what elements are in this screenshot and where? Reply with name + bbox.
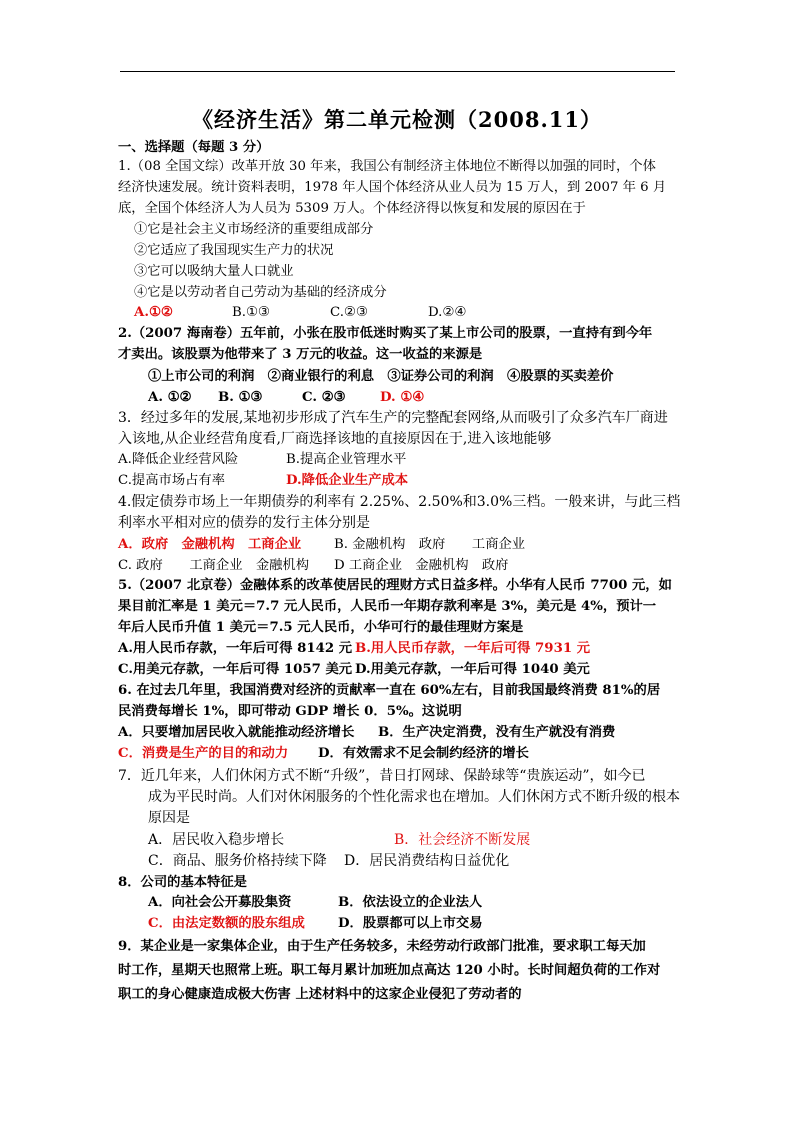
q6-option-c: C．消费是生产的目的和动力 xyxy=(118,746,289,761)
q2-option-d: D. ①④ xyxy=(380,390,425,405)
q3-option-d: D.降低企业生产成本 xyxy=(286,473,409,488)
q8-option-a: A．向社会公开募股集资 xyxy=(148,895,292,910)
q4-option-b: B. 金融机构 政府 工商企业 xyxy=(334,537,526,552)
q1-stem-line-3: 底，全国个体经济人为人员为 5309 万人。个体经济得以恢复和发展的原因在于 xyxy=(118,201,586,216)
q2-stem-line-2: 才卖出。该股票为他带来了 3 万元的收益。这一收益的来源是 xyxy=(118,347,483,362)
q1-stem-line-1: 1.（08 全国文综）改革开放 30 年来，我国公有制经济主体地位不断得以加强的同时，个体 xyxy=(118,159,656,174)
q3-option-a: A.降低企业经营风险 xyxy=(118,452,239,467)
header-rule xyxy=(120,71,675,72)
q1-statement-1: ①它是社会主义市场经济的重要组成部分 xyxy=(134,222,374,237)
q4-stem-line-2: 利率水平相对应的债券的发行主体分别是 xyxy=(118,515,370,531)
q2-stem-line-1: 2.（2007 海南卷）五年前，小张在股市低迷时购买了某上市公司的股票，一直持有到今年 xyxy=(118,326,653,341)
q7-option-a: A．居民收入稳步增长 xyxy=(148,832,285,848)
q1-stem-line-2: 经济快速发展。统计资料表明，1978 年人国个体经济从业人员为 15 万人，到 2007 年 6 月 xyxy=(118,180,667,195)
q9-stem-line-1: 9．某企业是一家集体企业，由于生产任务较多，未经劳动行政部门批准，要求职工每天加 xyxy=(118,939,646,954)
q8-option-d: D．股票都可以上市交易 xyxy=(338,916,483,931)
q3-stem-line-1: 3．经过多年的发展,某地初步形成了汽车生产的完整配套网络,从而吸引了众多汽车厂商进 xyxy=(118,410,668,426)
q4-option-d: D 工商企业 金融机构 政府 xyxy=(334,558,509,573)
q4-option-a: A．政府 金融机构 工商企业 xyxy=(118,537,302,552)
q8-stem: 8．公司的基本特征是 xyxy=(118,875,247,890)
q6-option-d: D．有效需求不足会制约经济的增长 xyxy=(318,746,529,761)
q5-option-a: A.用人民币存款，一年后可得 8142 元 xyxy=(118,641,353,656)
q2-option-b: B. ①③ xyxy=(218,390,263,405)
q4-stem-line-1: 4.假定债券市场上一年期债券的利率有 2.25%、2.50%和3.0%三档。一般来讲，与此三档 xyxy=(118,494,681,510)
q6-option-a: A．只要增加居民收入就能推动经济增长 xyxy=(118,725,355,740)
q7-option-c: C．商品、服务价格持续下降 xyxy=(148,853,327,869)
q7-stem-line-1: 7．近几年来，人们休闲方式不断“升级”，昔日打网球、保龄球等“贵族运动”，如今已 xyxy=(118,768,646,784)
q1-option-a: A.①② xyxy=(134,305,173,320)
q5-stem-line-1: 5.（2007 北京卷）金融体系的改革使居民的理财方式日益多样。小华有人民币 7700 元，如 xyxy=(118,578,672,593)
q2-statements: ①上市公司的利润 ②商业银行的利息 ③证券公司的利润 ④股票的买卖差价 xyxy=(148,369,614,384)
q8-option-b: B．依法设立的企业法人 xyxy=(338,895,483,910)
q6-option-b: B．生产决定消费，没有生产就没有消费 xyxy=(378,725,616,740)
q6-stem-line-2: 民消费每增长 1%，即可带动 GDP 增长 0．5%。这说明 xyxy=(118,704,462,719)
q1-statement-3: ③它可以吸纳大量人口就业 xyxy=(134,264,294,279)
q7-option-d: D．居民消费结构日益优化 xyxy=(344,853,510,869)
q1-option-d: D.②④ xyxy=(428,305,467,320)
q7-stem-line-2: 成为平民时尚。人们对休闲服务的个性化需求也在增加。人们休闲方式不断升级的根本 xyxy=(148,789,680,805)
q5-stem-line-2: 果目前汇率是 1 美元＝7.7 元人民币，人民币一年期存款利率是 3%，美元是 4%，预计一 xyxy=(118,599,657,614)
q5-stem-line-3: 年后人民币升值 1 美元＝7.5 元人民币，小华可行的最佳理财方案是 xyxy=(118,620,524,635)
section-heading: 一、选择题（每题 3 分） xyxy=(118,140,270,155)
q2-option-c: C. ②③ xyxy=(302,390,346,405)
q3-stem-line-2: 入该地,从企业经营角度看,厂商选择该地的直接原因在于,进入该地能够 xyxy=(118,431,552,447)
q3-option-b: B.提高企业管理水平 xyxy=(286,452,407,467)
q3-option-c: C.提高市场占有率 xyxy=(118,473,226,488)
q2-option-a: A. ①② xyxy=(148,390,192,405)
q9-stem-line-2: 时工作，星期天也照常上班。职工每月累计加班加点高达 120 小时。长时间超负荷的工作对 xyxy=(118,963,661,978)
q5-option-c: C.用美元存款，一年后可得 1057 美元 xyxy=(118,662,353,677)
q1-statement-2: ②它适应了我国现实生产力的状况 xyxy=(134,243,334,258)
q5-option-b: B.用人民币存款，一年后可得 7931 元 xyxy=(355,641,590,656)
q8-option-c: C．由法定数额的股东组成 xyxy=(148,916,305,931)
q4-option-c: C. 政府 工商企业 金融机构 xyxy=(118,558,310,573)
q1-option-c: C.②③ xyxy=(330,305,368,320)
q6-stem-line-1: 6. 在过去几年里，我国消费对经济的贡献率一直在 60%左右，目前我国最终消费 81%的居 xyxy=(118,683,661,698)
q7-stem-line-3: 原因是 xyxy=(148,810,190,826)
q5-option-d: D.用美元存款，一年后可得 1040 美元 xyxy=(355,662,590,677)
q1-statement-4: ④它是以劳动者自己劳动为基础的经济成分 xyxy=(134,285,387,300)
q9-stem-line-3: 职工的身心健康造成极大伤害 上述材料中的这家企业侵犯了劳动者的 xyxy=(118,987,522,1002)
page-title: 《经济生活》第二单元检测（2008.11） xyxy=(192,107,602,132)
q1-option-b: B.①③ xyxy=(232,305,270,320)
q7-option-b: B．社会经济不断发展 xyxy=(394,832,531,848)
